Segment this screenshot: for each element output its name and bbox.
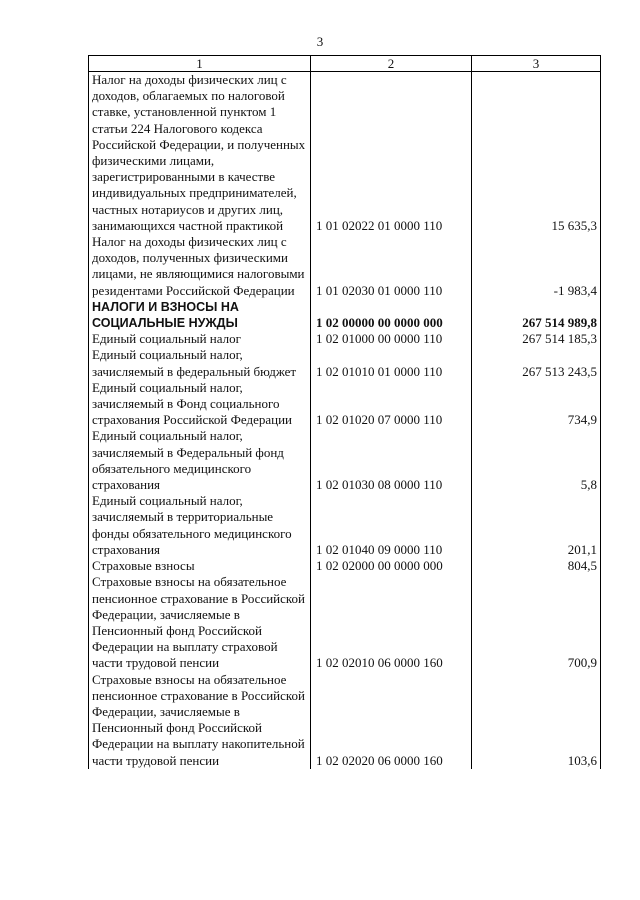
row-name: Единый социальный налог, зачисляемый в Федеральный фонд обязательного медицинского страхования bbox=[89, 428, 311, 493]
row-amount: 267 513 243,5 bbox=[472, 347, 601, 379]
column-header-2: 2 bbox=[311, 56, 472, 72]
row-code: 1 01 02022 01 0000 110 bbox=[311, 72, 472, 235]
table-row bbox=[89, 347, 601, 379]
table-row bbox=[89, 380, 601, 429]
row-amount: 15 635,3 bbox=[472, 72, 601, 235]
table-row bbox=[89, 574, 601, 671]
row-name: Страховые взносы bbox=[89, 558, 311, 574]
row-name: Страховые взносы на обязательное пенсионное страхование в Российской Федерации, зачисляемые в Пенсионный фонд Российской Федерации на выплату накопительной части трудовой пенсии bbox=[89, 672, 311, 769]
row-code: 1 02 01040 09 0000 110 bbox=[311, 493, 472, 558]
row-code: 1 02 01010 01 0000 110 bbox=[311, 347, 472, 379]
table-row bbox=[89, 234, 601, 299]
row-name: Единый социальный налог, зачисляемый в федеральный бюджет bbox=[89, 347, 311, 379]
row-name: Единый социальный налог bbox=[89, 331, 311, 347]
row-code: 1 02 02010 06 0000 160 bbox=[311, 574, 472, 671]
revenue-table bbox=[88, 55, 601, 769]
row-amount: 5,8 bbox=[472, 428, 601, 493]
header-row bbox=[89, 56, 601, 72]
table-row bbox=[89, 493, 601, 558]
row-name: Налог на доходы физических лиц с доходов, облагаемых по налоговой ставке, установленной пунктом 1 статьи 224 Налогового кодекса Российской Федерации, и полученных физическими лицами, зарегистрированными в качестве индивидуальных предпринимателей, частных нотариусов и других лиц, занимающихся частной практикой bbox=[89, 72, 311, 235]
row-name: Единый социальный налог, зачисляемый в Фонд социального страхования Российской Федерации bbox=[89, 380, 311, 429]
column-header-3: 3 bbox=[472, 56, 601, 72]
row-name: НАЛОГИ И ВЗНОСЫ НА СОЦИАЛЬНЫЕ НУЖДЫ bbox=[89, 299, 311, 331]
row-amount: -1 983,4 bbox=[472, 234, 601, 299]
table-row bbox=[89, 558, 601, 574]
column-header-1: 1 bbox=[89, 56, 311, 72]
row-amount: 804,5 bbox=[472, 558, 601, 574]
row-amount: 734,9 bbox=[472, 380, 601, 429]
table-row bbox=[89, 72, 601, 235]
table-header bbox=[89, 56, 601, 72]
row-code: 1 02 02020 06 0000 160 bbox=[311, 672, 472, 769]
row-name: Единый социальный налог, зачисляемый в территориальные фонды обязательного медицинского страхования bbox=[89, 493, 311, 558]
row-code: 1 02 01000 00 0000 110 bbox=[311, 331, 472, 347]
row-code: 1 02 02000 00 0000 000 bbox=[311, 558, 472, 574]
row-code: 1 02 00000 00 0000 000 bbox=[311, 299, 472, 331]
row-amount: 267 514 989,8 bbox=[472, 299, 601, 331]
row-name: Налог на доходы физических лиц с доходов, полученных физическими лицами, не являющимися налоговыми резидентами Российской Федерации bbox=[89, 234, 311, 299]
table-row bbox=[89, 428, 601, 493]
row-amount: 700,9 bbox=[472, 574, 601, 671]
table-row-section-total bbox=[89, 299, 601, 331]
page-number: 3 bbox=[316, 34, 324, 49]
table-row bbox=[89, 672, 601, 769]
table-row bbox=[89, 331, 601, 347]
row-amount: 201,1 bbox=[472, 493, 601, 558]
row-amount: 267 514 185,3 bbox=[472, 331, 601, 347]
row-name: Страховые взносы на обязательное пенсионное страхование в Российской Федерации, зачисляемые в Пенсионный фонд Российской Федерации на выплату страховой части трудовой пенсии bbox=[89, 574, 311, 671]
row-amount: 103,6 bbox=[472, 672, 601, 769]
row-code: 1 01 02030 01 0000 110 bbox=[311, 234, 472, 299]
table-body bbox=[89, 72, 601, 769]
row-code: 1 02 01020 07 0000 110 bbox=[311, 380, 472, 429]
row-code: 1 02 01030 08 0000 110 bbox=[311, 428, 472, 493]
